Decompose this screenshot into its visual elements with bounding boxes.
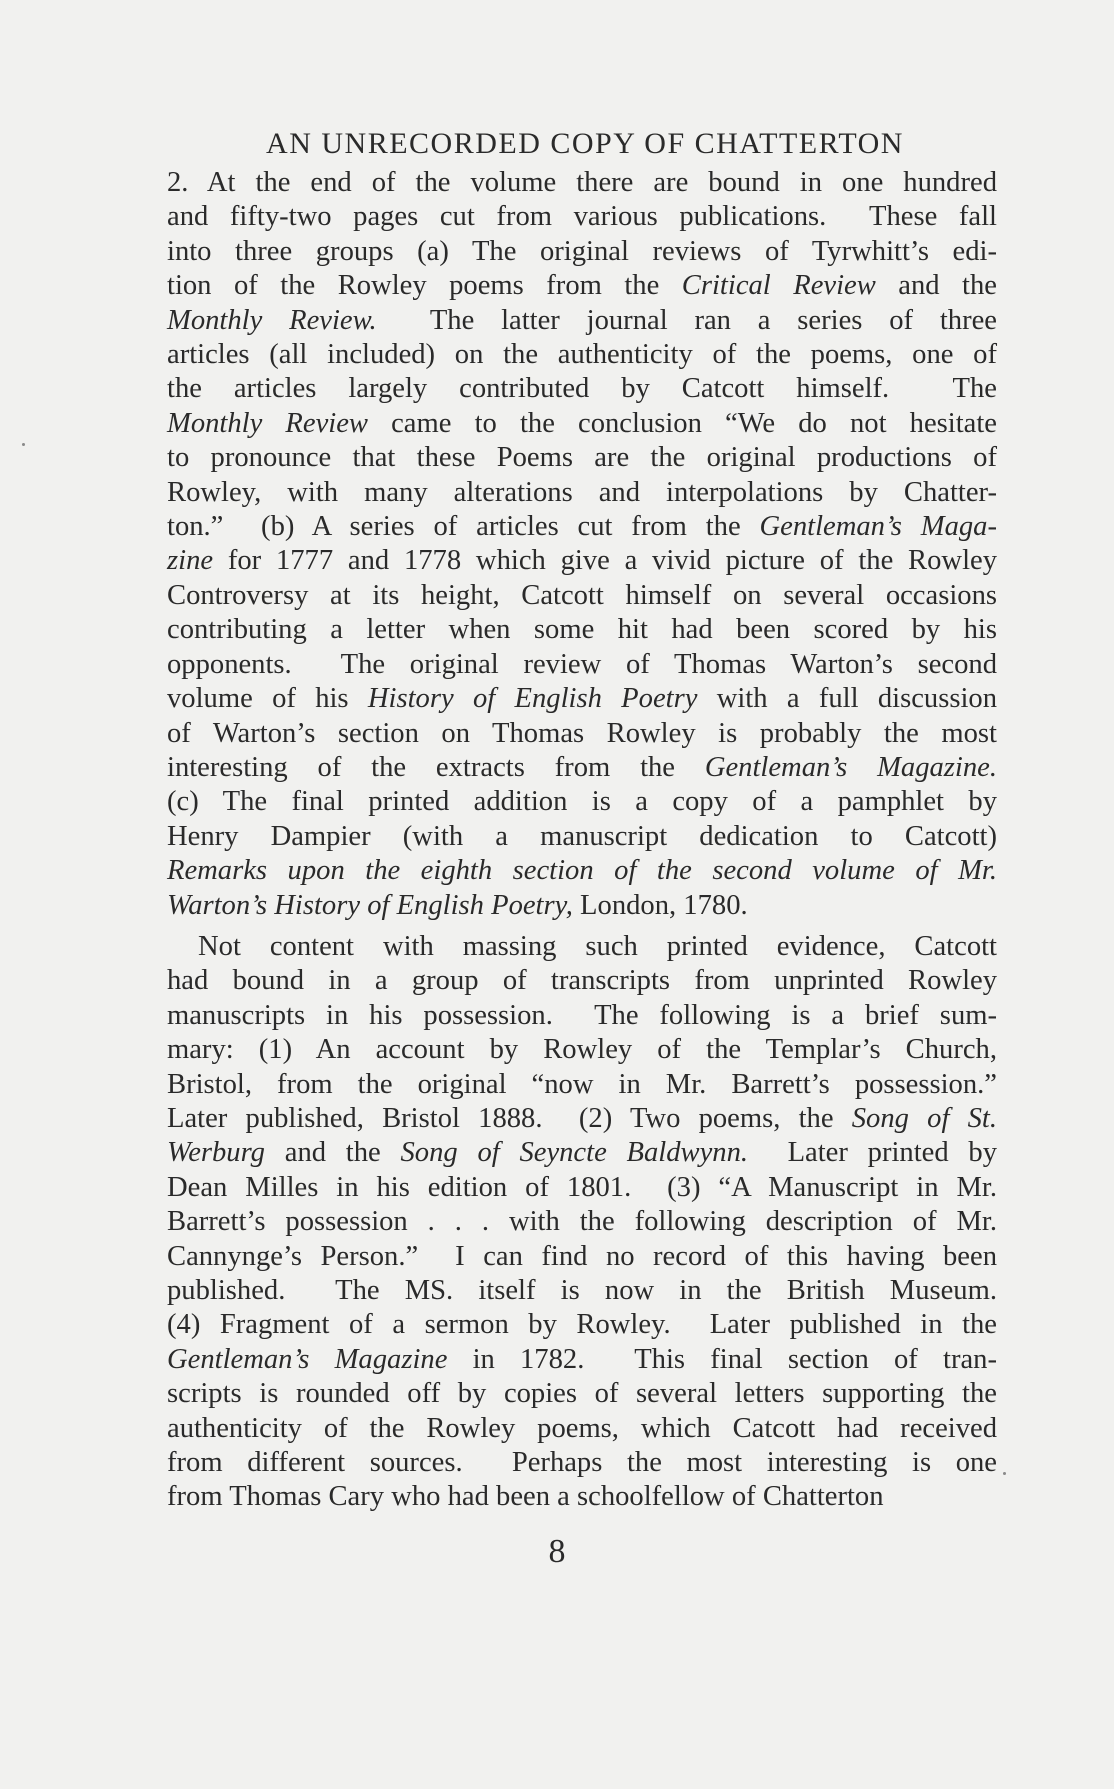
text-line (167, 304, 997, 338)
text-line (167, 1274, 997, 1308)
text-run: London, 1780. (572, 889, 748, 921)
text-run: authenticity of the Rowley poems, which Catcott had received (167, 1412, 997, 1444)
text-line (167, 930, 997, 964)
text-line (167, 717, 997, 751)
text-line (167, 889, 997, 923)
text-line (167, 235, 997, 269)
paper-speck (22, 443, 25, 446)
text-run: to pronounce that these Poems are the original productions of (167, 442, 997, 474)
text-run: manuscripts in his possession. The following is a brief sum- (167, 999, 997, 1031)
text-line (167, 407, 997, 441)
text-run: Bristol, from the original “now in Mr. Barrett’s possession.” (167, 1068, 997, 1100)
italic-title: Werburg (167, 1137, 265, 1169)
text-run: Barrett’s possession . . . with the following description of Mr. (167, 1206, 997, 1238)
text-run: tion of the Rowley poems from the (167, 270, 682, 302)
text-line (167, 1343, 997, 1377)
italic-title: Gentleman’s Magazine (167, 1343, 448, 1375)
text-line (167, 338, 997, 372)
text-line (167, 1136, 997, 1170)
text-run: and the (264, 1137, 401, 1169)
text-run: with a full discussion (697, 683, 998, 715)
text-run: The latter journal ran a series of three (376, 304, 997, 336)
text-line (167, 1240, 997, 1274)
text-line (167, 1412, 997, 1446)
text-run: published. The MS. itself is now in the British Museum. (167, 1275, 997, 1306)
text-run: had bound in a group of transcripts from unprinted Rowley (167, 965, 997, 997)
text-line (167, 1068, 997, 1102)
page-number: 8 (548, 1533, 566, 1570)
text-line (167, 682, 997, 716)
text-line (167, 544, 997, 578)
text-line (167, 1377, 997, 1411)
text-run: ton.” (b) A series of articles cut from the (167, 511, 760, 543)
text-run: into three groups (a) The original reviews of Tyrwhitt’s edi- (167, 235, 997, 267)
text-run: volume of his (167, 683, 368, 715)
text-run: and fifty-two pages cut from various publications. These fall (167, 201, 997, 233)
text-line (167, 785, 997, 819)
text-line (167, 820, 997, 854)
text-run: and the (875, 270, 997, 302)
text-line (167, 751, 997, 785)
text-run: scripts is rounded off by copies of several letters supporting the (167, 1378, 997, 1410)
italic-title: Song of Seyncte Baldwynn. (400, 1137, 749, 1169)
text-run: in 1782. This final section of tran- (447, 1343, 997, 1375)
text-line (167, 441, 997, 475)
text-run: Not content with massing such printed evidence, Catcott (198, 930, 997, 962)
page-body (167, 124, 997, 1515)
italic-title: Monthly Review (167, 407, 368, 439)
text-run: mary: (1) An account by Rowley of the Templar’s Church, (167, 1034, 997, 1066)
text-line (167, 200, 997, 234)
italic-title: zine (167, 545, 214, 577)
text-run: Rowley, with many alterations and interpolations by Chatter- (167, 476, 997, 508)
text-run: of Warton’s section on Thomas Rowley is probably the most (167, 717, 997, 749)
text-line (167, 1033, 997, 1067)
text-run: Controversy at its height, Catcott himself on several occasions (167, 579, 997, 611)
text-line (167, 476, 997, 510)
text-run: opponents. The original review of Thomas Warton’s second (167, 648, 997, 680)
text-line (167, 1446, 997, 1480)
italic-title: Gentleman’s Magazine. (704, 751, 997, 783)
text-line (167, 1308, 997, 1342)
text-line (167, 854, 997, 888)
text-line (167, 372, 997, 406)
text-line (167, 648, 997, 682)
text-line (167, 1171, 997, 1205)
text-line (167, 964, 997, 998)
text-run: interesting of the extracts from the (167, 751, 705, 783)
italic-title: History of English Poetry (367, 683, 698, 715)
text-line (167, 1102, 997, 1136)
text-run: (4) Fragment of a sermon by Rowley. Later published in the (167, 1309, 997, 1341)
italic-title: Song of St. (851, 1102, 997, 1134)
text-line (167, 999, 997, 1033)
text-run: from Thomas Cary who had been a schoolfellow of Chatterton (167, 1481, 884, 1513)
italic-title: Critical Review (681, 270, 876, 302)
text-run: came to the conclusion “We do not hesitate (367, 407, 997, 439)
italic-title: Remarks upon the eighth section of the second volume of Mr. (167, 855, 997, 887)
italic-title: Warton’s History of English Poetry, (167, 889, 573, 921)
text-run: Cannynge’s Person.” I can find no record of this having been (167, 1240, 997, 1272)
text-run: articles (all included) on the authenticity of the poems, one of (167, 339, 997, 371)
text-run: for 1777 and 1778 which give a vivid picture of the Rowley (213, 545, 997, 577)
paragraph-2 (167, 930, 997, 1515)
paper-speck (1003, 1472, 1006, 1475)
italic-title: Gentleman’s Maga- (759, 511, 997, 543)
text-line (167, 613, 997, 647)
text-run: Later published, Bristol 1888. (2) Two poems, the (167, 1102, 852, 1134)
text-run: (c) The final printed addition is a copy of a pamphlet by (167, 786, 997, 818)
text-run: contributing a letter when some hit had been scored by his (167, 614, 997, 646)
text-run: from different sources. Perhaps the most interesting is one (167, 1447, 997, 1479)
running-head: AN UNRECORDED COPY OF CHATTERTON (266, 127, 904, 160)
text-run: Henry Dampier (with a manuscript dedication to Catcott) (167, 820, 997, 852)
text-line (167, 269, 997, 303)
text-run: Dean Milles in his edition of 1801. (3) “A Manuscript in Mr. (167, 1171, 997, 1203)
text-run: the articles largely contributed by Catcott himself. The (167, 373, 997, 405)
text-line (167, 1480, 997, 1514)
paragraph-1 (167, 166, 997, 923)
text-line (167, 1205, 997, 1239)
text-line (167, 166, 997, 200)
text-line (167, 510, 997, 544)
text-line (167, 579, 997, 613)
italic-title: Monthly Review. (167, 304, 377, 336)
text-run: Later printed by (748, 1137, 998, 1169)
text-run: 2. At the end of the volume there are bound in one hundred (167, 167, 997, 198)
